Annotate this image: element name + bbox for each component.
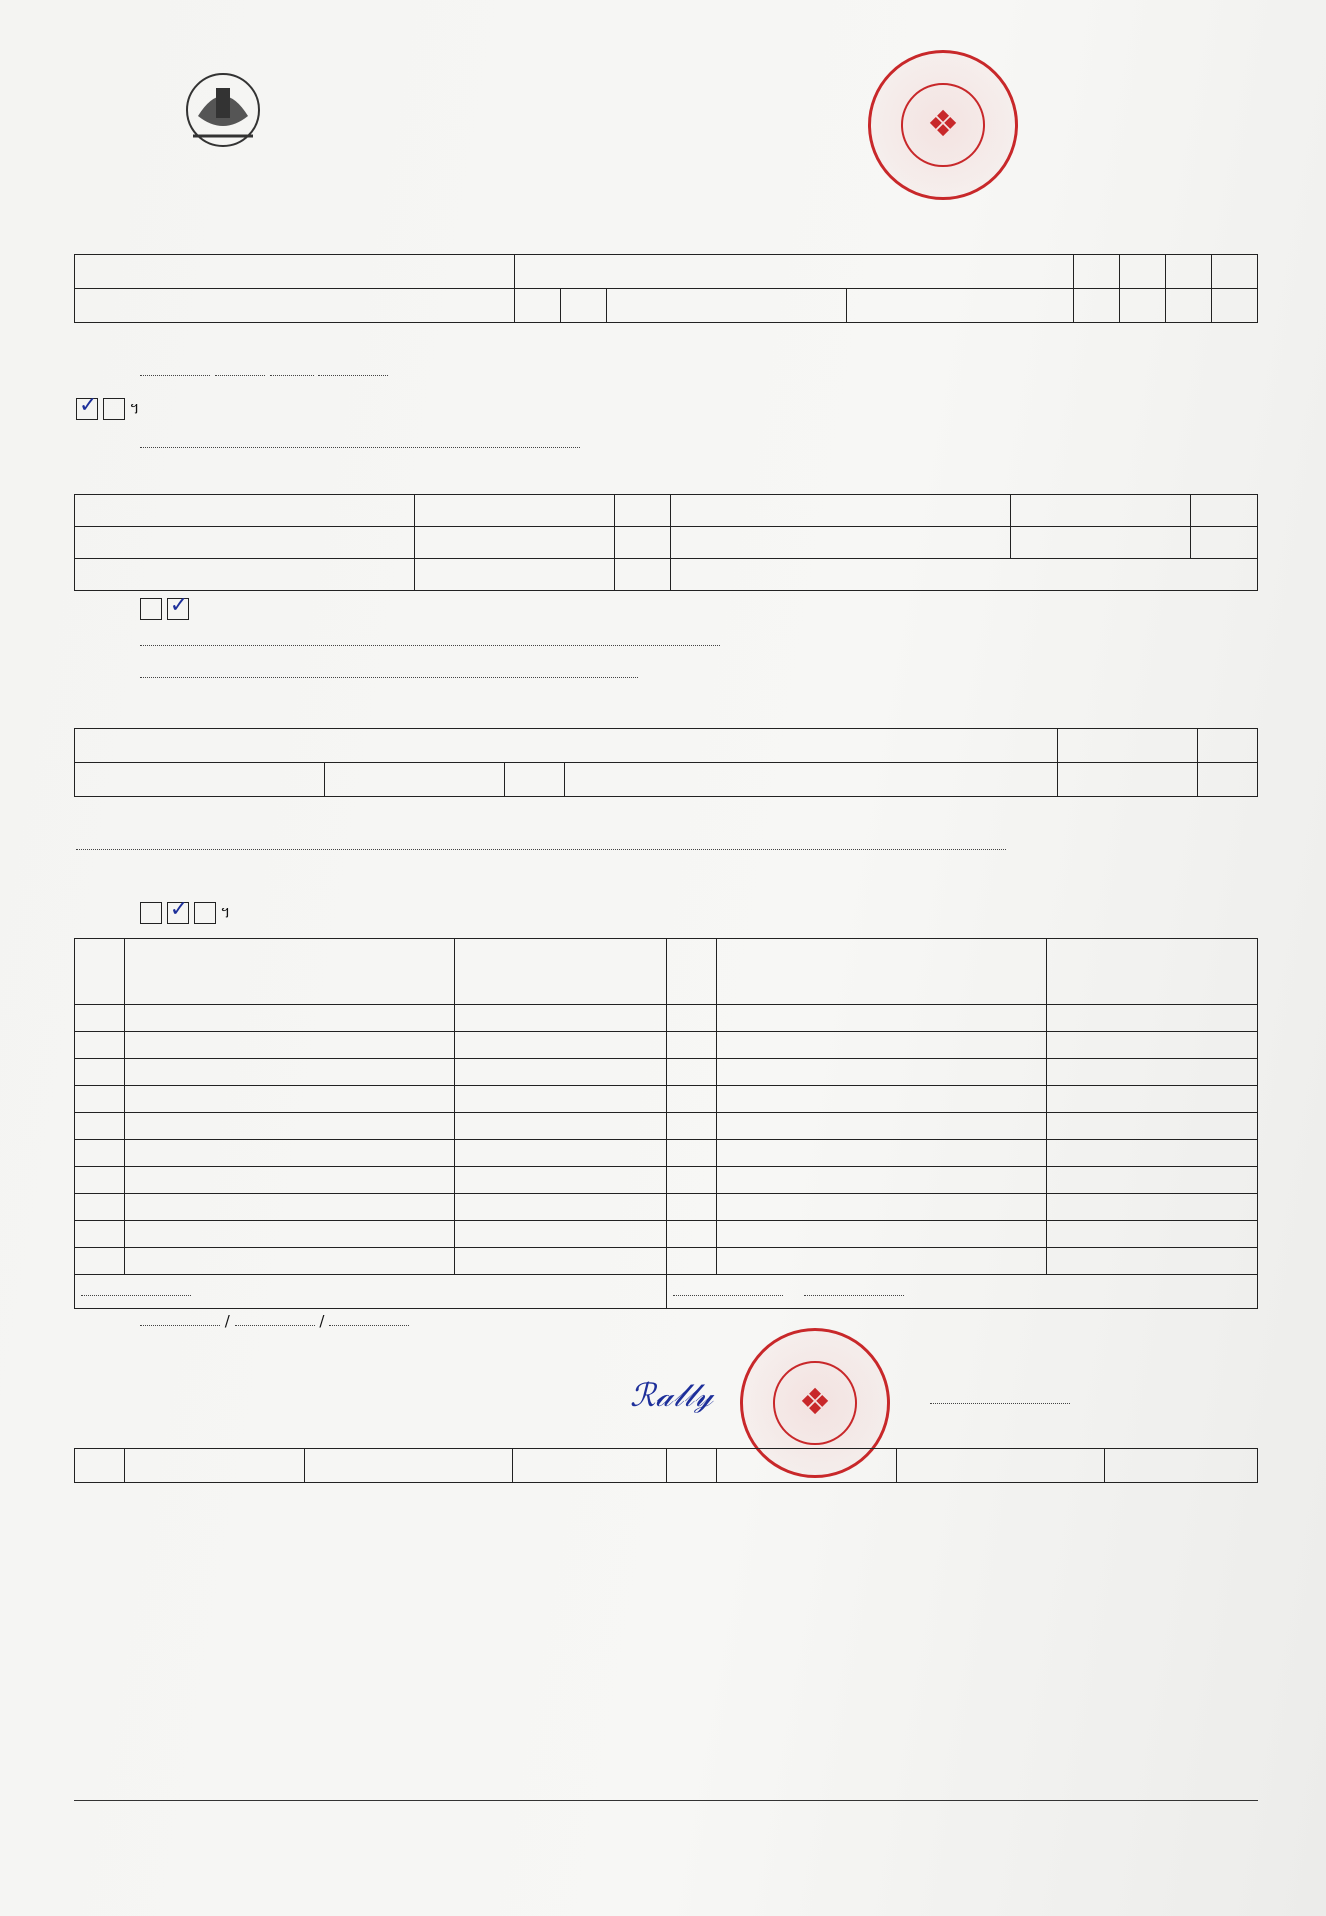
figure-unit [615, 495, 671, 527]
party-no [75, 1248, 125, 1275]
party-no [667, 1086, 717, 1113]
figure-unit [615, 527, 671, 559]
table-row [75, 1059, 1258, 1086]
location-value [515, 255, 1074, 289]
party-votes [1047, 1248, 1258, 1275]
figure-unit [1191, 527, 1258, 559]
resolved-value [325, 763, 505, 797]
party-no [667, 1005, 717, 1032]
figure-value [415, 495, 615, 527]
party-votes [1047, 1032, 1258, 1059]
unit-label [505, 763, 565, 797]
party-votes [1047, 1005, 1258, 1032]
difference-note-value [140, 447, 580, 448]
party-name [717, 1167, 1047, 1194]
appeal-label [565, 763, 1058, 797]
party-no [667, 1140, 717, 1167]
col-votes [455, 939, 667, 1005]
table-row [75, 1140, 1258, 1167]
footer-divider [74, 1800, 1258, 1801]
verification-line [140, 362, 388, 380]
total-box-value [804, 1295, 904, 1296]
party-no [667, 1248, 717, 1275]
party-no [667, 1113, 717, 1140]
location-label [75, 255, 515, 289]
figure-label [671, 559, 1258, 591]
has-difference-checkbox[interactable] [140, 598, 162, 620]
party-no [75, 1086, 125, 1113]
party-name [717, 1086, 1047, 1113]
party-no [667, 1059, 717, 1086]
col-name [125, 1449, 305, 1483]
party-votes [455, 1221, 667, 1248]
figure-label [671, 527, 1011, 559]
difference-note-line [140, 434, 580, 452]
party-no [667, 1032, 717, 1059]
location-code-digit [1120, 255, 1166, 289]
commune-label [607, 289, 847, 323]
bullet1-line [140, 632, 720, 650]
commune-code-digit [1120, 289, 1166, 323]
verification-time [140, 375, 210, 376]
party-votes [455, 1005, 667, 1032]
location-code-digit [1166, 255, 1212, 289]
party-no [667, 1194, 717, 1221]
col-party [717, 939, 1047, 1005]
table-row [75, 1194, 1258, 1221]
secretary-line [930, 1390, 1070, 1408]
compare-line [140, 598, 189, 620]
col-no [75, 1449, 125, 1483]
figure-value [415, 559, 615, 591]
section4-intro: ✓ ។ [140, 902, 230, 926]
verification-day [215, 375, 265, 376]
party-name [125, 1086, 455, 1113]
party-votes [455, 1167, 667, 1194]
figure-unit [1191, 495, 1258, 527]
party-name [717, 1221, 1047, 1248]
party-name [717, 1113, 1047, 1140]
total-valid-value [81, 1295, 191, 1296]
official-seal-top [868, 50, 1018, 200]
verification-month [270, 375, 314, 376]
party-name [717, 1140, 1047, 1167]
party-votes [455, 1248, 667, 1275]
table-row [75, 1113, 1258, 1140]
seal-emblem-icon: ❖ [773, 1361, 857, 1445]
col-no [667, 939, 717, 1005]
party-name [125, 1194, 455, 1221]
col-party [305, 1449, 513, 1483]
party-name [717, 1032, 1047, 1059]
chair-signature: ℛ𝒶𝓁𝓁𝓎 [630, 1376, 713, 1414]
figures-row [75, 527, 1258, 559]
party-results-table [74, 938, 1258, 1309]
party-no [75, 1140, 125, 1167]
party-votes [455, 1059, 667, 1086]
secretary-signature-line [930, 1403, 1070, 1404]
col-sign [513, 1449, 667, 1483]
party-no [75, 1005, 125, 1032]
no-difference-checkbox[interactable] [167, 598, 189, 620]
total-invalid-value [673, 1295, 783, 1296]
party-votes [1047, 1221, 1258, 1248]
figure-label [75, 495, 415, 527]
party-no [75, 1221, 125, 1248]
commune-value [847, 289, 1074, 323]
bullet1-value [140, 645, 720, 646]
table-row [75, 1032, 1258, 1059]
col-party [897, 1449, 1105, 1483]
party-name [125, 1032, 455, 1059]
party-votes [1047, 1059, 1258, 1086]
figures-table [74, 494, 1258, 591]
figure-label [671, 495, 1011, 527]
col-sign [1105, 1449, 1258, 1483]
party-no [75, 1167, 125, 1194]
location-code-digit [1212, 255, 1258, 289]
table-row [75, 1005, 1258, 1032]
figure-value [1011, 527, 1191, 559]
party-votes [455, 1140, 667, 1167]
witness-table [74, 1448, 1258, 1483]
lock-status-line: ✓ ។ [76, 398, 139, 422]
party-no [75, 1194, 125, 1221]
bullet2-value [140, 677, 638, 678]
nec-emblem-icon [178, 66, 268, 150]
party-no [667, 1167, 717, 1194]
col-party [125, 939, 455, 1005]
party-no [75, 1113, 125, 1140]
objection-label [75, 729, 1058, 763]
col-votes [1047, 939, 1258, 1005]
party-votes [1047, 1194, 1258, 1221]
one-sheet-checkbox[interactable] [140, 902, 162, 924]
party-name [125, 1059, 455, 1086]
table-row [75, 1248, 1258, 1275]
figure-label [75, 559, 415, 591]
different-checkbox[interactable] [103, 398, 125, 420]
party-votes [1047, 1140, 1258, 1167]
party-name [717, 1005, 1047, 1032]
party-name [717, 1194, 1047, 1221]
three-sheet-checkbox[interactable] [194, 902, 216, 924]
seal-emblem-icon: ❖ [901, 83, 985, 167]
figure-unit [615, 559, 671, 591]
table-row [75, 1221, 1258, 1248]
unit-label [1198, 763, 1258, 797]
province-code-digit [561, 289, 607, 323]
figures-row [75, 559, 1258, 591]
total-valid-cell [75, 1275, 667, 1309]
party-name [125, 1140, 455, 1167]
party-name [717, 1248, 1047, 1275]
section3-note-line [76, 836, 1006, 854]
party-votes [455, 1086, 667, 1113]
party-votes [455, 1032, 667, 1059]
table-row [75, 1086, 1258, 1113]
appeal-value [1058, 763, 1198, 797]
party-no [667, 1221, 717, 1248]
figures-row [75, 495, 1258, 527]
same-checkbox[interactable] [76, 398, 98, 420]
date-year [329, 1325, 409, 1326]
figure-label [75, 527, 415, 559]
party-votes [1047, 1167, 1258, 1194]
col-name [717, 1449, 897, 1483]
date-month [235, 1325, 315, 1326]
party-name [125, 1005, 455, 1032]
party-name [125, 1113, 455, 1140]
figure-value [1011, 495, 1191, 527]
party-no [75, 1059, 125, 1086]
party-name [125, 1248, 455, 1275]
party-no [75, 1032, 125, 1059]
date-day [140, 1325, 220, 1326]
verification-year [318, 375, 388, 376]
col-no [75, 939, 125, 1005]
party-name [125, 1167, 455, 1194]
province-code-digit [515, 289, 561, 323]
party-votes [1047, 1086, 1258, 1113]
commune-code-digit [1212, 289, 1258, 323]
party-votes [1047, 1113, 1258, 1140]
unit-label [1198, 729, 1258, 763]
two-sheet-checkbox[interactable] [167, 902, 189, 924]
figure-value [415, 527, 615, 559]
total-invalid-cell [667, 1275, 1258, 1309]
section1-table [74, 254, 1258, 323]
party-name [125, 1221, 455, 1248]
section3-table [74, 728, 1258, 797]
party-name [717, 1059, 1047, 1086]
date-line: / / [140, 1312, 409, 1330]
province-label [75, 289, 515, 323]
section3-note-value [76, 849, 1006, 850]
commune-code-digit [1166, 289, 1212, 323]
party-votes [455, 1113, 667, 1140]
col-no [667, 1449, 717, 1483]
resolved-label [75, 763, 325, 797]
table-row [75, 1167, 1258, 1194]
party-votes [455, 1194, 667, 1221]
bullet2-line [140, 664, 638, 682]
objection-value [1058, 729, 1198, 763]
location-code-digit [1074, 255, 1120, 289]
